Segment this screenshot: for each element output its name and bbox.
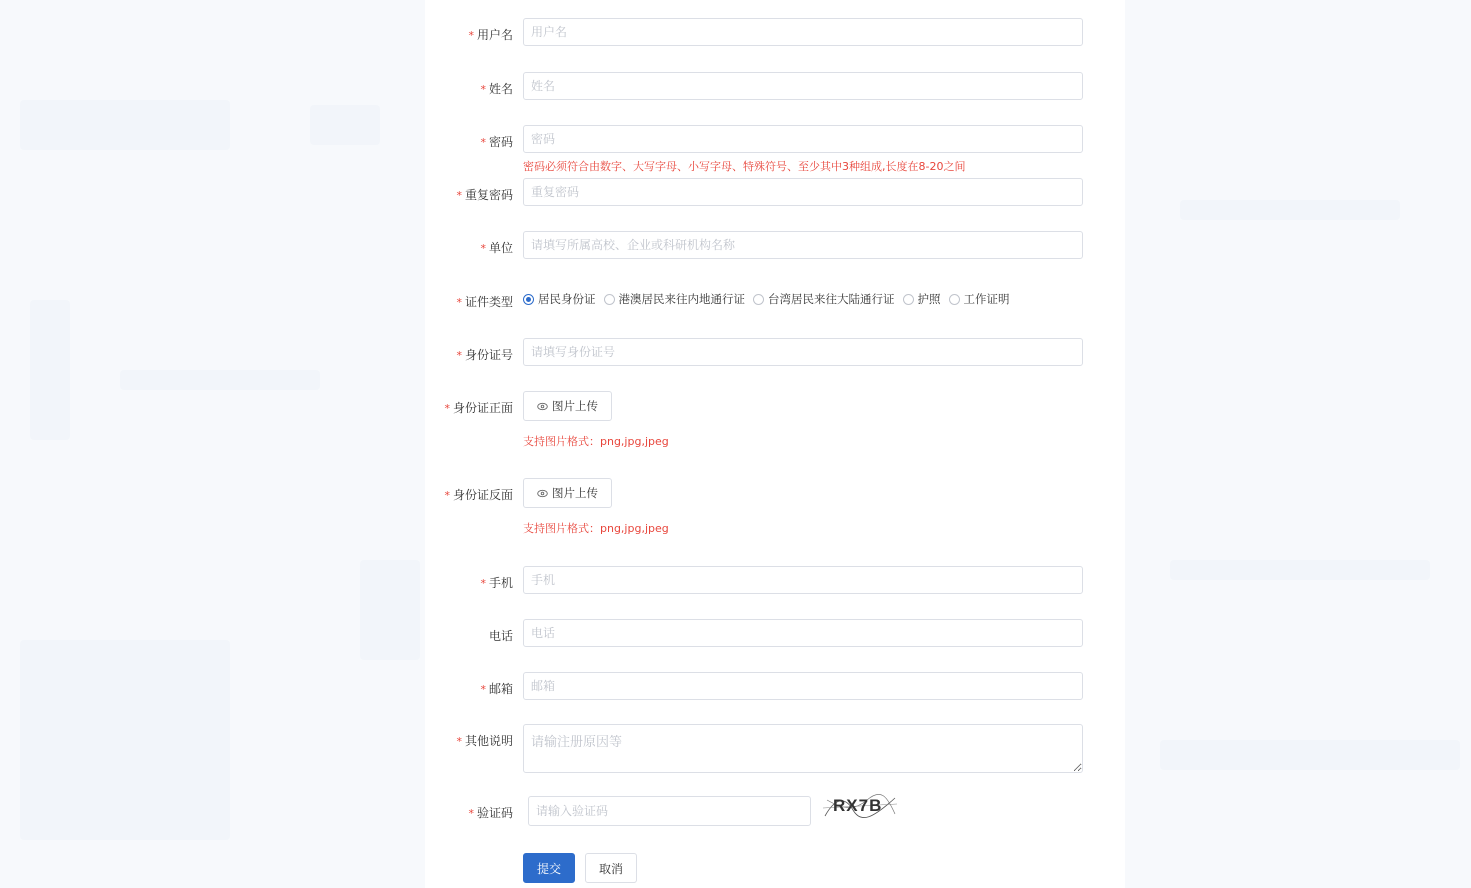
id-back-upload-button[interactable]: 图片上传 <box>523 478 612 508</box>
registration-form <box>425 0 1125 888</box>
id-number-input[interactable] <box>523 338 1083 366</box>
required-mark: * <box>480 136 486 149</box>
id-back-hint: 支持图片格式：png,jpg,jpeg <box>523 522 669 535</box>
captcha-image[interactable] <box>823 792 897 820</box>
id-front-label: * 身份证正面 <box>444 401 513 415</box>
captcha-label: * 验证码 <box>468 806 513 820</box>
required-mark: * <box>456 735 462 748</box>
required-mark: * <box>456 189 462 202</box>
radio-unchecked-icon <box>753 294 764 305</box>
id-back-label: * 身份证反面 <box>444 488 513 502</box>
password-repeat-label: * 重复密码 <box>456 188 513 202</box>
mobile-label: * 手机 <box>480 576 513 590</box>
organization-label: * 单位 <box>480 241 513 255</box>
required-mark: * <box>456 349 462 362</box>
captcha-text: RX7B <box>833 796 883 815</box>
radio-unchecked-icon <box>949 294 960 305</box>
id-type-radio-hk-macao-permit[interactable]: 港澳居民来往内地通行证 <box>604 291 746 307</box>
password-input[interactable] <box>523 125 1083 153</box>
radio-checked-icon <box>523 294 534 305</box>
id-type-radio-work-proof[interactable]: 工作证明 <box>949 291 1010 307</box>
id-type-radio-resident-id[interactable]: 居民身份证 <box>523 291 596 307</box>
username-input[interactable] <box>523 18 1083 46</box>
mobile-input[interactable] <box>523 566 1083 594</box>
organization-input[interactable] <box>523 231 1083 259</box>
password-repeat-input[interactable] <box>523 178 1083 206</box>
password-hint: 密码必须符合由数字、大写字母、小写字母、特殊符号、至少其中3种组成,长度在8-20之间 <box>523 160 966 173</box>
name-input[interactable] <box>523 72 1083 100</box>
required-mark: * <box>480 577 486 590</box>
email-label: * 邮箱 <box>480 682 513 696</box>
notes-label: * 其他说明 <box>456 734 513 748</box>
required-mark: * <box>468 29 474 42</box>
phone-input[interactable] <box>523 619 1083 647</box>
name-label: * 姓名 <box>480 82 513 96</box>
required-mark: * <box>480 242 486 255</box>
cancel-button[interactable]: 取消 <box>585 853 637 883</box>
required-mark: * <box>444 489 450 502</box>
submit-button[interactable]: 提交 <box>523 853 575 883</box>
id-type-radio-passport[interactable]: 护照 <box>903 291 941 307</box>
username-label: * 用户名 <box>468 28 513 42</box>
id-type-radio-group <box>523 291 1018 307</box>
required-mark: * <box>444 402 450 415</box>
required-mark: * <box>468 807 474 820</box>
radio-unchecked-icon <box>903 294 914 305</box>
required-mark: * <box>480 83 486 96</box>
radio-unchecked-icon <box>604 294 615 305</box>
id-number-label: * 身份证号 <box>456 348 513 362</box>
id-type-radio-taiwan-permit[interactable]: 台湾居民来往大陆通行证 <box>753 291 895 307</box>
captcha-input[interactable] <box>528 796 811 826</box>
upload-icon <box>537 402 548 411</box>
email-input[interactable] <box>523 672 1083 700</box>
phone-label: 电话 <box>488 629 513 643</box>
id-type-label: * 证件类型 <box>456 295 513 309</box>
password-label: * 密码 <box>480 135 513 149</box>
upload-icon <box>537 489 548 498</box>
notes-textarea[interactable] <box>523 724 1083 773</box>
required-mark: * <box>480 683 486 696</box>
required-mark: * <box>456 296 462 309</box>
id-front-upload-button[interactable]: 图片上传 <box>523 391 612 421</box>
id-front-hint: 支持图片格式：png,jpg,jpeg <box>523 435 669 448</box>
